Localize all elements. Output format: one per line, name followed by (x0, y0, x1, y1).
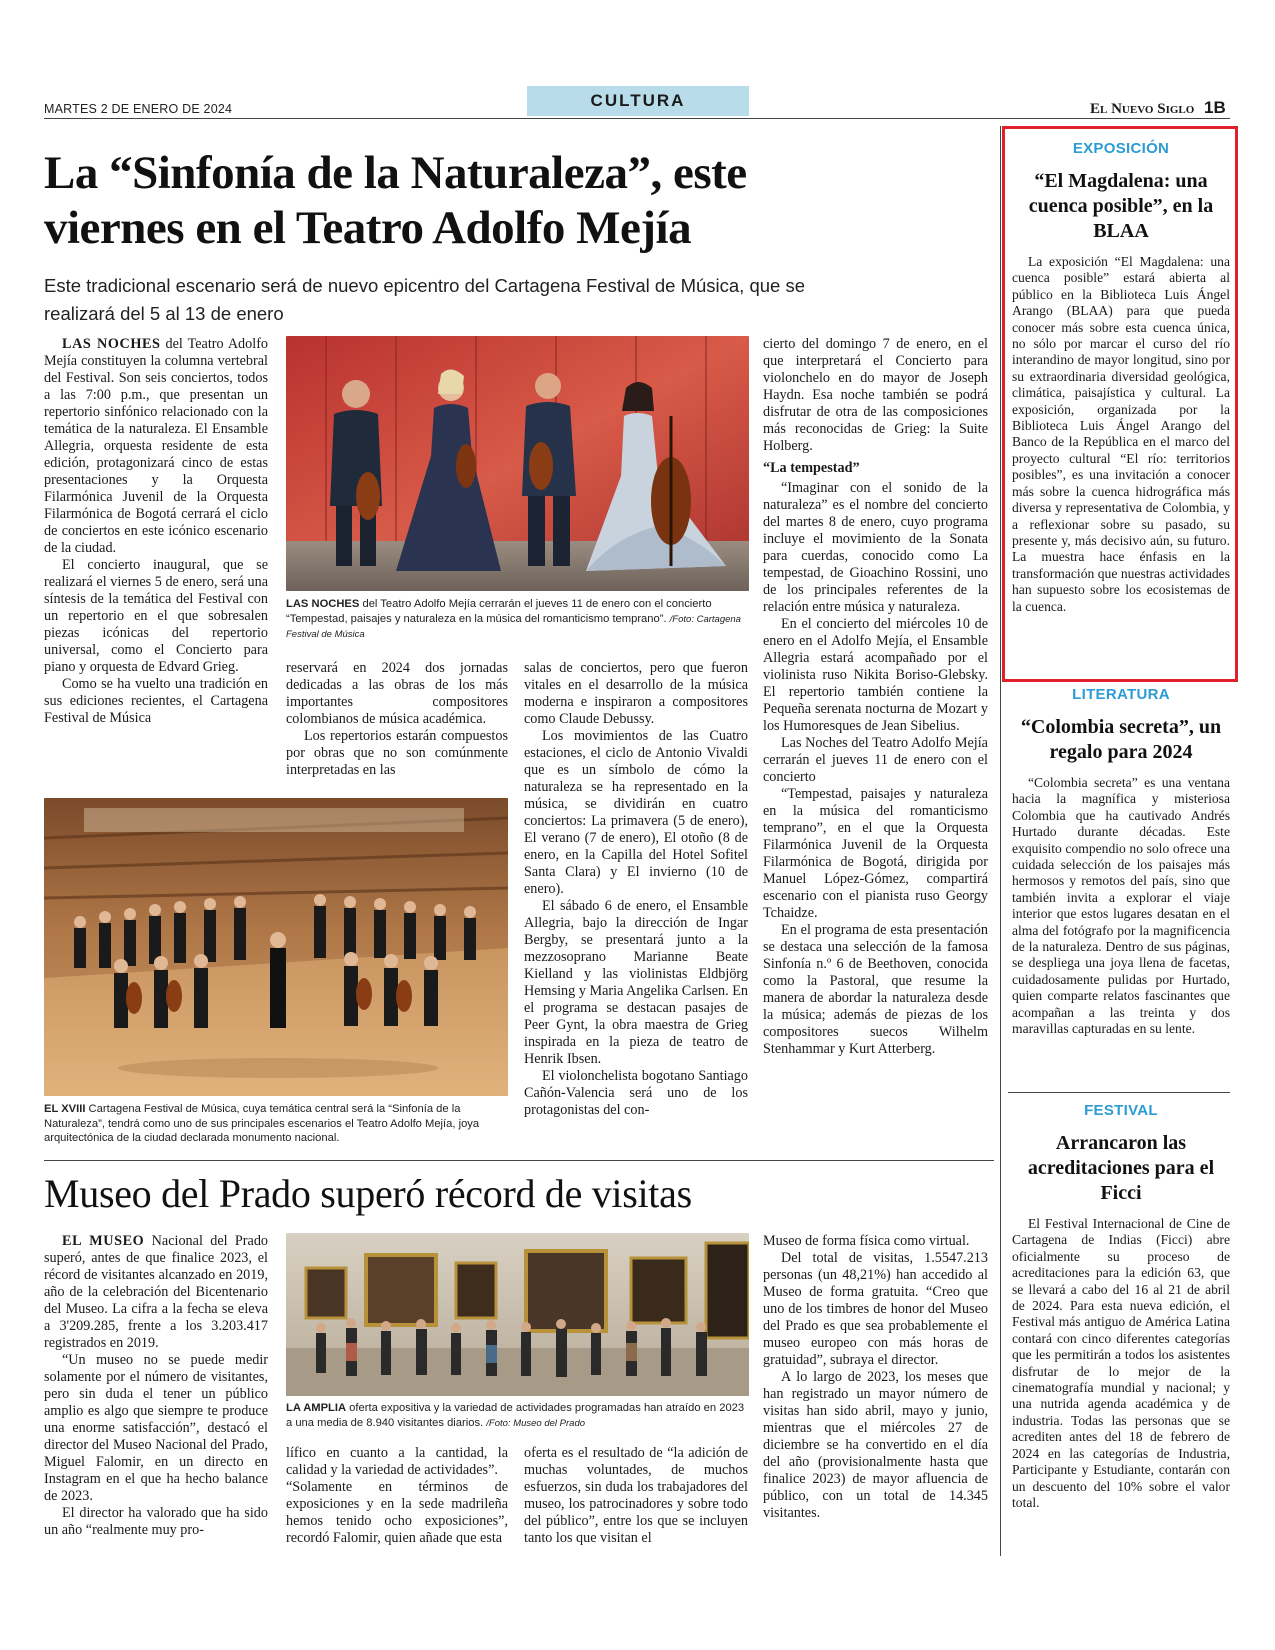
quartet-photo-image (286, 336, 749, 591)
prado-col-3 (524, 1445, 748, 1547)
prado-photo (286, 1233, 749, 1396)
main-col1-para2: El concierto inaugural, que se realizará el viernes 5 de enero, será una síntesis de la temática del Festival con un repertorio en el que sobresalen piezas icónicas del repertorio universal, como el Concierto para piano y orquesta de Edvard Grieg. (44, 557, 268, 675)
main-col4-para1: cierto del domingo 7 de enero, en el que interpretará el Concierto para violonchelo en do mayor de Joseph Haydn. Esa noche también se podrá disfrutar de otra de las composiciones más reconocidas de Grieg: la Suite Holberg. (763, 336, 988, 454)
prado-col2-para2: “Solamente en términos de exposiciones y en la sede madrileña hemos tenido ocho exposiciones”, recordó Falomir, quien añade que esta (286, 1479, 508, 1546)
newspaper-brand: El Nuevo Siglo (1090, 101, 1195, 117)
main-col2-para2: Los repertorios estarán compuestos por obras que no son comúnmente interpretadas en las (286, 728, 508, 778)
exposicion-body (1012, 254, 1230, 615)
literatura-body-text: “Colombia secreta” es una ventana hacia la magnífica y misteriosa Colombia que ha cautivado Andrés Hurtado durante décadas. Este exquisito compendio no solo ofrece una cuidada selección de los paisajes más hermosos y remotos del país, sino que también invita a explorar el viaje interior que estos lugares desatan en el alma del fotógrafo por la magnificencia de la naturaleza. Dentro de sus páginas, se despliega una joya llena de facetas, cuidadosamente pulidas por Hurtado, quien comparte relatos fascinantes que acompañan a las treinta y dos maravillas capturadas en su lente. (1012, 775, 1230, 1037)
quartet-photo (286, 336, 749, 591)
exposicion-body-text: La exposición “El Magdalena: una cuenca posible” estará abierta al público en la Biblioteca Luis Ángel Arango (BLAA) para que pueda conocer más sobre esta cuenca única, no sólo por marcar el curso del río interandino de mayor longitud, sino por su extraordinaria diversidad geológica, climática, paisajística y cultural. La exposición, organizada por la Biblioteca Luis Ángel Arango del Banco de la República en el marco del proyecto cultural “El río: territorios posibles”, es una invitación a conocer más sobre la cuenca hidrográfica más diversa y representativa de Colombia, y a reflexionar sobre su pasado, su presente y, más decisivo aún, su futuro. La muestra hace énfasis en la transformación que nuestras actividades han supuesto sobre los ecosistemas de la cuenca. (1012, 254, 1230, 614)
main-col3-para1: salas de conciertos, pero que fueron vitales en el desarrollo de la música moderna e inspiraron a compositores como Claude Debussy. (524, 660, 748, 727)
main-col-1 (44, 336, 268, 727)
main-col4-para3: En el concierto del miércoles 10 de enero en el Adolfo Mejía, el Ensamble Allegria estará acompañado por el violinista ruso Nikita Boriso-Glebsky. El repertorio también contiene la Pequeña serenata nocturna de Mozart y los Humoresques de Jean Sibelius. (763, 616, 988, 734)
main-col3-para4: El violonchelista bogotano Santiago Cañón-Valencia será uno de los protagonistas del con- (524, 1068, 748, 1118)
main-deck (44, 272, 994, 328)
prado-col1-para2: “Un museo no se puede medir solamente por el número de visitantes, pero sin duda el tener un público amplio es algo que siempre te produce una enorme satisfacción”, destacó el director del Museo Nacional del Prado, Miguel Falomir, en un directo en Instagram en el que ha hecho balance de 2023. (44, 1352, 268, 1504)
main-headline (44, 146, 994, 256)
main-col1-para (44, 336, 268, 557)
quartet-photo-credit: /Foto: Cartagena Festival de Música (286, 613, 741, 640)
main-col4-para6: En el programa de esta presentación se destaca una selección de la famosa Sinfonía n.º 6 de Beethoven, conocida como la Pastoral, que resume la manera de abordar la naturaleza desde la música; además de piezas de los compositores suecos Wilhelm Stenhammar y Kurt Atterberg. (763, 922, 988, 1057)
sidebar-rule (1000, 126, 1001, 1556)
main-col2-para1: reservará en 2024 dos jornadas dedicadas a las obras de los más importantes compositores colombianos de música académica. (286, 660, 508, 727)
main-col4-para2: “Imaginar con el sonido de la naturaleza” es el nombre del concierto del martes 8 de enero, cuyo programa incluye el movimiento de la Sonata para cuerdas, conocido como La tempestad, de Gioachino Rossini, uno de los principales referentes de la relación entre música y naturaleza. (763, 480, 988, 615)
prado-caption-text: oferta expositiva y la variedad de actividades programadas han atraído en 2023 a una media de 8.940 visitantes diarios. (286, 1402, 745, 1429)
literatura-kicker: LITERATURA (1072, 686, 1170, 703)
main-col1-text: del Teatro Adolfo Mejía constituyen la columna vertebral del Festival. Son seis conciertos, todos a las 7:00 p.m., que presentan un repertorio sinfónico relacionado con la temática de la naturaleza. El Ensamble Allegria, orquesta residente de esta edición, protagonizará cinco de estas presentaciones y la Orquesta Filarmónica Juvenil de la Orquesta Filarmónica de Bogotá cerrará el ciclo de conciertos en este icónico escenario de la ciudad. (44, 336, 269, 556)
prado-col-4 (763, 1233, 988, 1522)
exposicion-title: “El Magdalena: una cuenca posible”, en la BLAA (1028, 170, 1214, 242)
orchestra-caption-text: Cartagena Festival de Música, cuya temática central será la “Sinfonía de la Naturaleza”, tendrá como uno de sus principales escenarios el Teatro Adolfo Mejía, joya arquitectónica de la ciudad declarada monumento nacional. (44, 1103, 480, 1144)
prado-col4-para2: Del total de visitas, 1.5547.213 personas (un 48,21%) han accedido al Museo de forma gratuita. “Creo que uno de los timbres de honor del Museo del Prado es que sea probablemente el museo europeo con más horas de gratuidad”, subraya el director. (763, 1250, 988, 1368)
orchestra-caption (44, 1102, 508, 1146)
header-rule (44, 118, 1230, 119)
festival-body-text: El Festival Internacional de Cine de Cartagena de Indias (Ficci) abre oficialmente su proceso de acreditaciones para la edición 63, que se llevará a cabo del 16 al 21 de abril de 2024. Para esta nueva edición, el Festival más antiguo de América Latina contará con cinco diferentes categorías que les permitirán a todos los asistentes disfrutar de lo mejor de la cinematografía mundial y nacional; y una nutrida agenda académica y de industria. Todas las personas que se acrediten antes del 18 de febrero de 2024 en las categorías de Industria, Participante y Estudiante, contarán con un descuento del 10% sobre el valor total. (1012, 1216, 1230, 1510)
main-col4-para4: Las Noches del Teatro Adolfo Mejía cerrarán el jueves 11 de enero con el concierto (763, 735, 988, 785)
main-headline-line2: viernes en el Teatro Adolfo Mejía (44, 202, 692, 254)
main-col1-para3: Como se ha vuelto una tradición en sus ediciones recientes, el Cartagena Festival de Música (44, 676, 268, 726)
festival-rule (1008, 1092, 1230, 1093)
main-col-4 (763, 336, 988, 1058)
page-number: 1B (1204, 98, 1226, 117)
main-col-2 (286, 660, 508, 779)
prado-col4-para3: A lo largo de 2023, los meses que han registrado un mayor número de visitas han sido abril, mayo y junio, mientras que el miércoles 27 de diciembre se ha convertido en el día del año (provisionalmente hasta que finalice 2023) de mayor afluencia de público, con un total de 14.345 visitantes. (763, 1369, 988, 1521)
section-divider (44, 1160, 994, 1161)
literatura-title: “Colombia secreta”, un regalo para 2024 (1020, 716, 1222, 763)
prado-caption (286, 1401, 749, 1431)
prado-col1-para3: El director ha valorado que ha sido un año “realmente muy pro- (44, 1505, 268, 1538)
prado-caption-lead: LA AMPLIA (286, 1402, 347, 1414)
literatura-body (1012, 775, 1230, 1038)
festival-body (1012, 1216, 1230, 1511)
literatura-brief (1012, 686, 1230, 1038)
festival-brief (1012, 1102, 1230, 1511)
prado-col4-para1: Museo de forma física como virtual. (763, 1233, 970, 1249)
issue-date: MARTES 2 DE ENERO DE 2024 (44, 102, 233, 116)
quartet-caption-lead: LAS NOCHES (286, 598, 360, 610)
prado-photo-credit: /Foto: Museo del Prado (486, 1417, 586, 1429)
prado-col-2 (286, 1445, 508, 1547)
quartet-caption-text: del Teatro Adolfo Mejía cerrarán el jueves 11 de enero con el concierto “Tempestad, paisajes y naturaleza en la música del romanticismo temprano”. (286, 598, 712, 625)
main-col4-subhead: “La tempestad” (763, 460, 860, 476)
orchestra-caption-lead: EL XVIII (44, 1103, 86, 1115)
prado-headline: Museo del Prado superó récord de visitas (44, 1171, 692, 1216)
prado-col3-para1: oferta es el resultado de “la adición de muchas voluntades, de muchos esfuerzos, sin duda los trabajadores del museo, los patrocinadores y sobre todo del público”, entre los que se incluyen tanto los que visitan el (524, 1445, 748, 1546)
main-col-3 (524, 660, 748, 1119)
prado-col1-para1 (44, 1233, 268, 1352)
prado-col1-lead: EL MUSEO (62, 1233, 145, 1249)
orchestra-photo-image (44, 798, 508, 1096)
exposicion-brief (1012, 140, 1230, 615)
section-label: CULTURA (527, 86, 749, 116)
main-headline-line1: La “Sinfonía de la Naturaleza”, este (44, 147, 747, 199)
main-col3-para2: Los movimientos de las Cuatro estaciones, el ciclo de Antonio Vivaldi que es un símbolo de cómo la naturaleza se ha representado en la música, se dividirán en cuatro conciertos: La primavera (5 de enero), El verano (7 de enero), El otoño (8 de enero, en la Capilla del Hotel Sofitel Santa Clara) y El invierno (10 de enero). (524, 728, 748, 897)
prado-col2-para1: lífico en cuanto a la cantidad, la calidad y la variedad de actividades”. (286, 1445, 508, 1478)
main-col3-para3: El sábado 6 de enero, el Ensamble Allegria, bajo la dirección de Ingar Bergby, se presentará junto a la mezzosoprano Marianne Beate Kielland y las violinistas Eldbjörg Hemsing y Maria Angelika Carlsen. En el programa se destacan pasajes de Peer Gynt, la obra maestra de Grieg inspirada en la pieza de teatro de Henrik Ibsen. (524, 898, 748, 1067)
festival-kicker: FESTIVAL (1084, 1102, 1158, 1119)
prado-photo-image (286, 1233, 749, 1396)
prado-col1-text: Nacional del Prado superó, antes de que finalice 2023, el récord de visitantes alcanzado en 2019, año de la celebración del Bicentenario del Museo. La cifra a la fecha se eleva a 3'209.285, frente a los 3.203.417 registrados en 2019. (44, 1233, 269, 1351)
prado-col-1 (44, 1233, 268, 1539)
orchestra-photo (44, 798, 508, 1096)
festival-title: Arrancaron las acreditaciones para el Ficci (1027, 1132, 1215, 1204)
main-col4-para5: “Tempestad, paisajes y naturaleza en la música del romanticismo temprano”, en el que la Orquesta Filarmónica Juvenil de la Orquesta Filarmónica de Bogotá, dirigida por Manuel López-Gómez, compartirá escenario con el pianista ruso Georgy Tchaidze. (763, 786, 988, 921)
quartet-caption (286, 597, 749, 643)
exposicion-kicker: EXPOSICIÓN (1072, 140, 1170, 157)
main-deck-line2: realizará del 5 al 13 de enero (44, 303, 284, 324)
main-deck-line1: Este tradicional escenario será de nuevo epicentro del Cartagena Festival de Música, que se (44, 275, 805, 296)
main-col1-lead: LAS NOCHES (62, 336, 161, 352)
